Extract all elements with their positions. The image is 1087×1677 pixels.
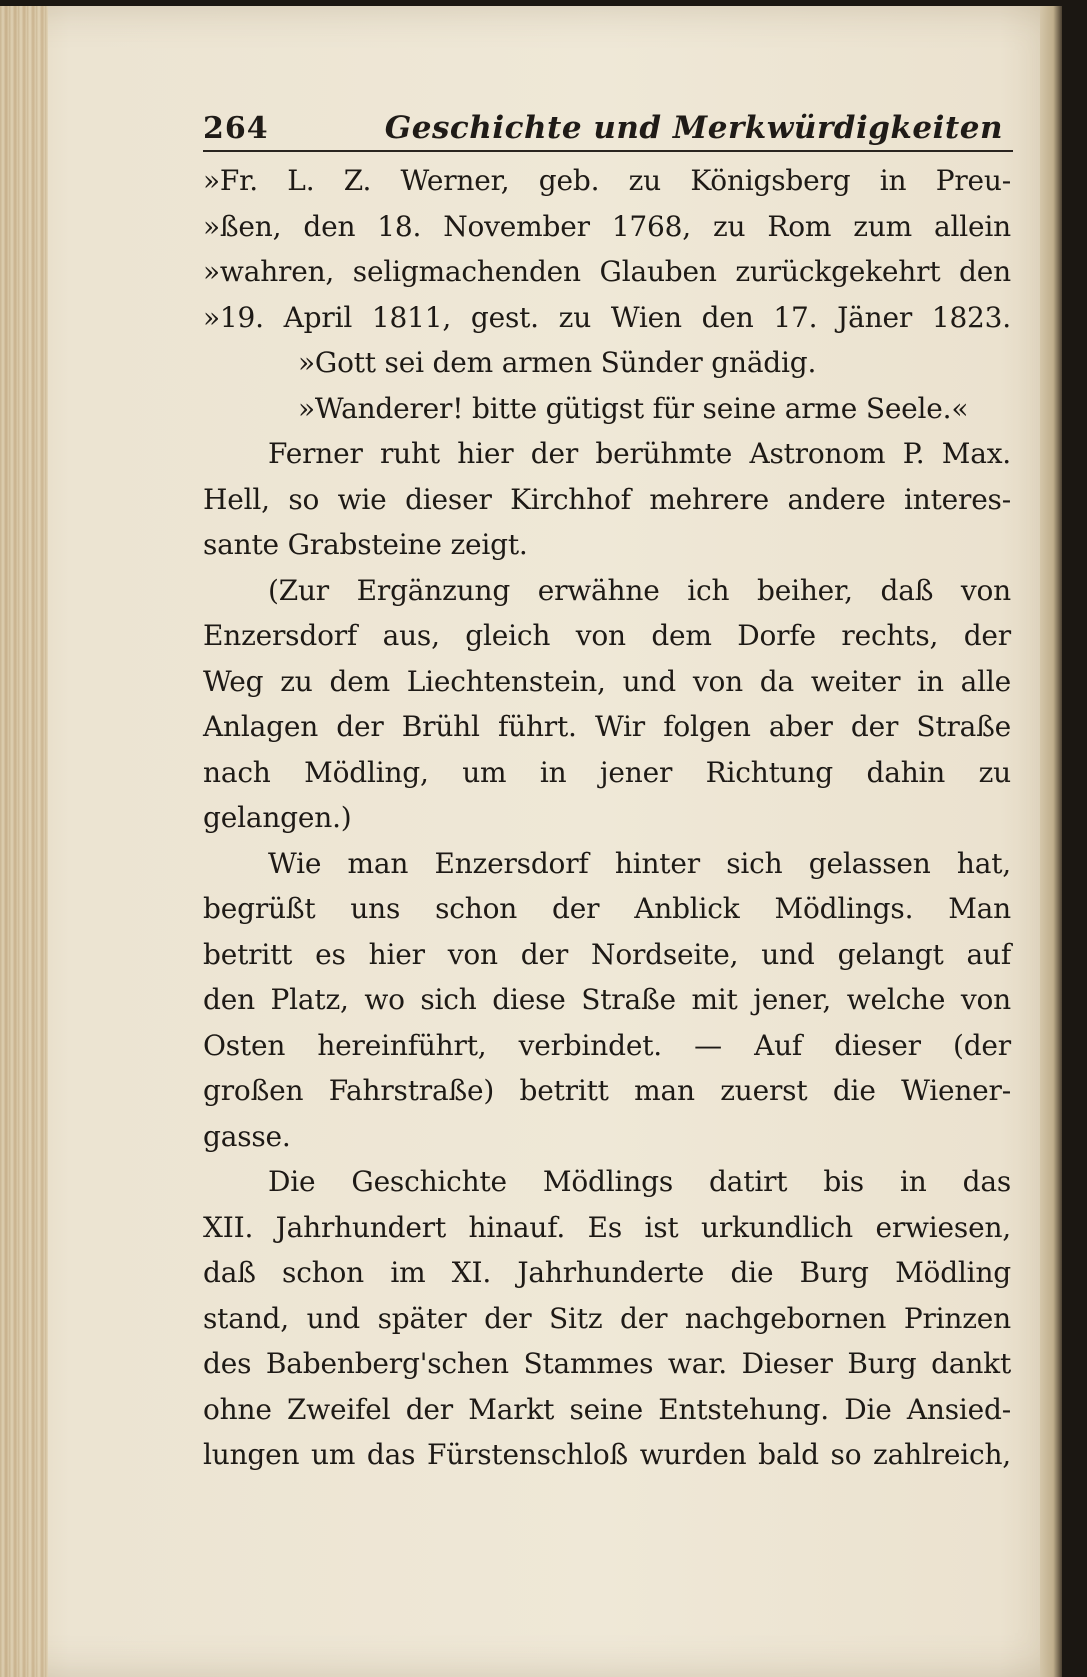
text-line: stand, und später der Sitz der nachgebornen Prinzen xyxy=(203,1301,1011,1335)
text-line: gasse. xyxy=(203,1119,291,1153)
text-line: Wie man Enzersdorf hinter sich gelassen hat, xyxy=(268,846,1011,880)
text-line: des Babenberg'schen Stammes war. Dieser Burg dankt xyxy=(203,1347,1011,1380)
book-page xyxy=(0,6,1062,1677)
text-line: Enzersdorf aus, gleich von dem Dorfe rechts, der xyxy=(203,619,1011,652)
text-line: XII. Jahrhundert hinauf. Es ist urkundlich erwiesen, xyxy=(203,1210,1011,1244)
text-line: Die Geschichte Mödlings datirt bis in das xyxy=(268,1165,1011,1198)
text-line: ohne Zweifel der Markt seine Entstehung. Die Ansied- xyxy=(203,1392,1011,1426)
text-line: großen Fahrstraße) betritt man zuerst die Wiener- xyxy=(203,1074,1011,1107)
text-line: Anlagen der Brühl führt. Wir folgen aber der Straße xyxy=(203,710,1011,743)
text-line: sante Grabsteine zeigt. xyxy=(203,528,528,561)
text-line: nach Mödling, um in jener Richtung dahin zu xyxy=(203,755,1011,789)
text-line: (Zur Ergänzung erwähne ich beiher, daß von xyxy=(268,573,1011,607)
page-header xyxy=(203,108,1013,152)
text-line: gelangen.) xyxy=(203,801,352,834)
text-line: lungen um das Fürstenschloß wurden bald so zahlreich, xyxy=(203,1438,1011,1471)
body-text xyxy=(203,158,1011,1478)
text-line: »19. April 1811, gest. zu Wien den 17. Jäner 1823. xyxy=(203,300,1011,334)
page-edge-right xyxy=(1040,6,1062,1677)
page-edge-left xyxy=(0,6,48,1677)
text-line: »Fr. L. Z. Werner, geb. zu Königsberg in Preu- xyxy=(203,164,1011,197)
text-line: »wahren, seligmachenden Glauben zurückgekehrt den xyxy=(203,255,1011,288)
text-line: Ferner ruht hier der berühmte Astronom P. Max. xyxy=(268,437,1011,470)
text-line: daß schon im XI. Jahrhunderte die Burg Mödling xyxy=(203,1256,1011,1289)
text-line: Hell, so wie dieser Kirchhof mehrere andere interes- xyxy=(203,482,1011,516)
text-line: »Wanderer! bitte gütigst für seine arme Seele.« xyxy=(298,391,969,425)
text-line: Osten hereinführt, verbindet. — Auf dieser (der xyxy=(203,1028,1011,1062)
text-line: Weg zu dem Liechtenstein, und von da weiter in alle xyxy=(203,664,1011,698)
text-line: begrüßt uns schon der Anblick Mödlings. Man xyxy=(203,892,1011,925)
running-title: Geschichte und Merkwürdigkeiten xyxy=(384,110,1003,146)
text-line: »ßen, den 18. November 1768, zu Rom zum allein xyxy=(203,209,1011,243)
text-line: »Gott sei dem armen Sünder gnädig. xyxy=(298,346,817,379)
page-number: 264 xyxy=(203,111,269,146)
text-line: betritt es hier von der Nordseite, und gelangt auf xyxy=(203,937,1011,971)
text-line: den Platz, wo sich diese Straße mit jener, welche von xyxy=(203,983,1011,1016)
